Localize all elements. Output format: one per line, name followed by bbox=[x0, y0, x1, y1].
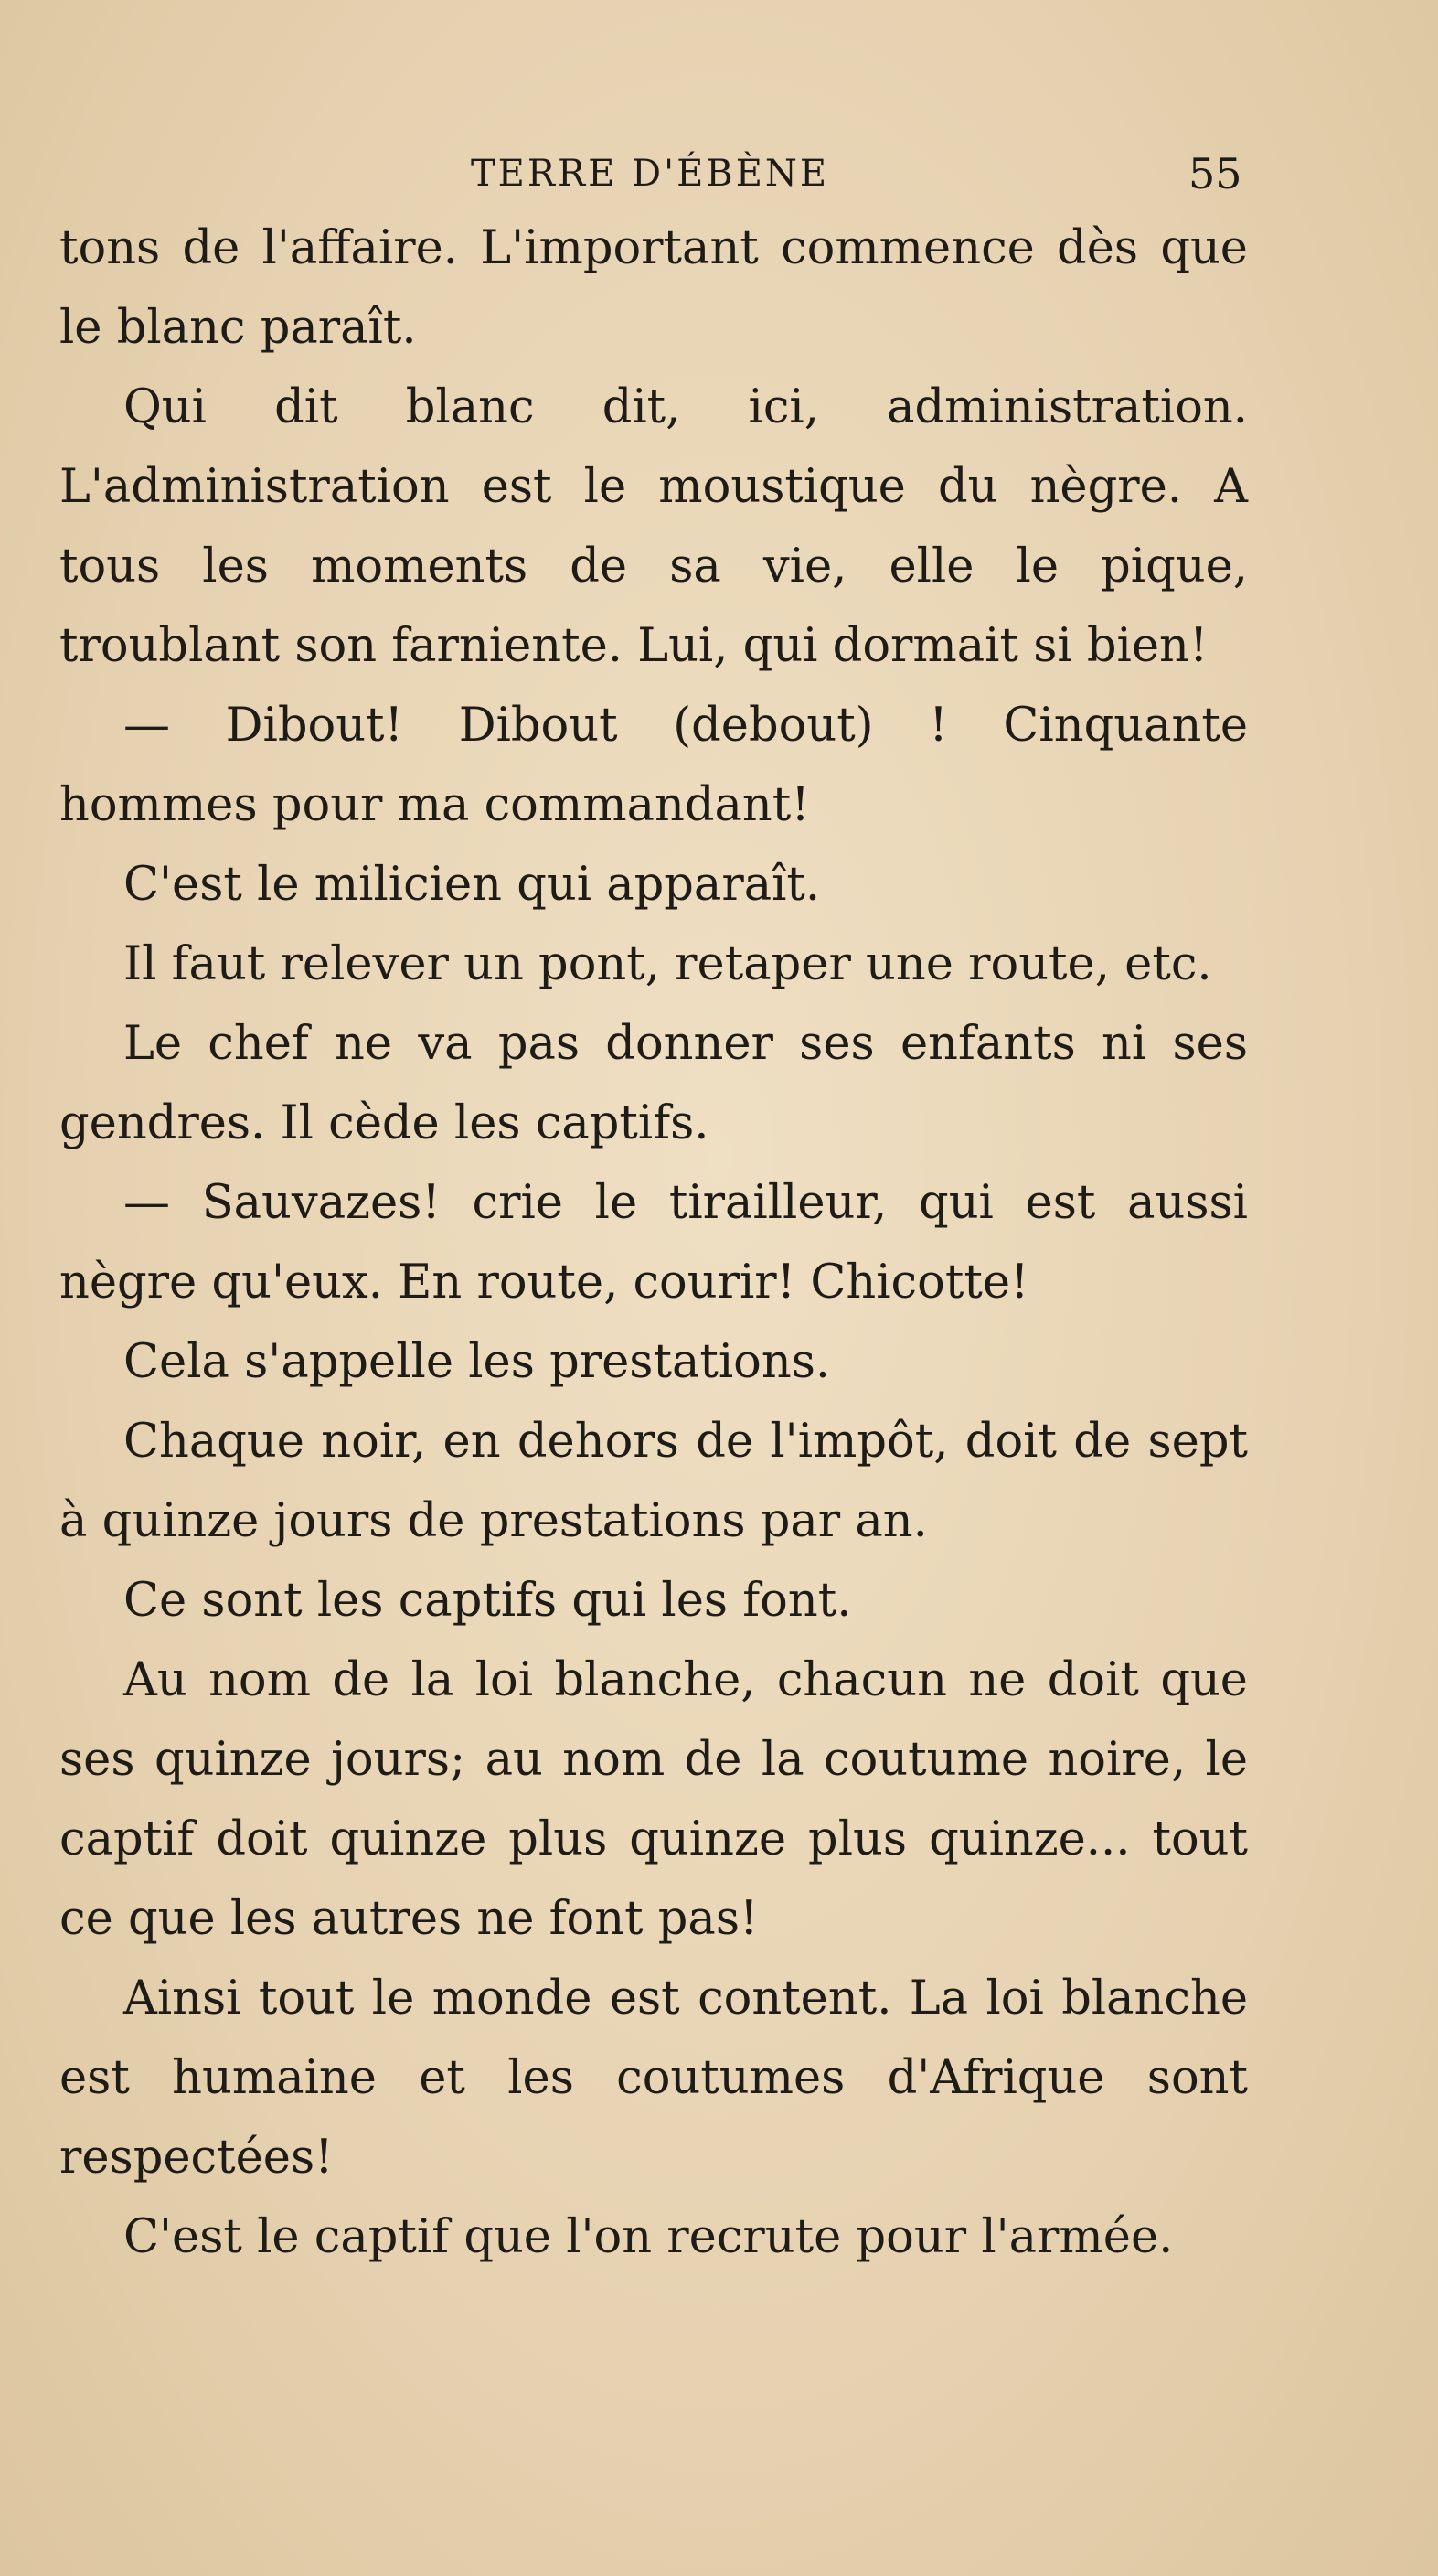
body-text bbox=[59, 208, 1248, 2277]
paragraph: C'est le captif que l'on recrute pour l'armée. bbox=[123, 2210, 1174, 2264]
paragraph: Le chef ne va pas donner ses enfants ni ses gendres. Il cède les captifs. bbox=[59, 1017, 1248, 1150]
paragraph: Ainsi tout le monde est content. La loi blanche est humaine et les coutumes d'Afrique sont respectées! bbox=[59, 1972, 1248, 2185]
paragraph: Cela s'appelle les prestations. bbox=[123, 1335, 831, 1389]
paragraph: Chaque noir, en dehors de l'impôt, doit de sept à quinze jours de prestations par an. bbox=[59, 1415, 1248, 1548]
paragraph: — Dibout! Dibout (debout) ! Cinquante hommes pour ma commandant! bbox=[59, 699, 1248, 832]
paragraph: Ce sont les captifs qui les font. bbox=[123, 1574, 852, 1628]
paragraph: Qui dit blanc dit, ici, administration. L'administration est le moustique du nègre. A tous les moments de sa vie, elle le pique, troublant son farniente. Lui, qui dormait si bien! bbox=[59, 380, 1248, 673]
page-header bbox=[0, 146, 1438, 201]
paragraph: — Sauvazes! crie le tirailleur, qui est aussi nègre qu'eux. En route, courir! Chicotte! bbox=[59, 1176, 1248, 1309]
paragraph: Il faut relever un pont, retaper une route, etc. bbox=[123, 937, 1212, 991]
paragraph: Au nom de la loi blanche, chacun ne doit que ses quinze jours; au nom de la coutume noire, le captif doit quinze plus quinze plus quinze... tout ce que les autres ne font pas! bbox=[59, 1653, 1248, 1946]
paragraph: tons de l'affaire. L'important commence dès que le blanc paraît. bbox=[59, 221, 1248, 355]
page-number: 55 bbox=[1188, 149, 1242, 198]
paragraph: C'est le milicien qui apparaît. bbox=[123, 858, 821, 912]
running-title: TERRE D'ÉBÈNE bbox=[471, 153, 830, 195]
